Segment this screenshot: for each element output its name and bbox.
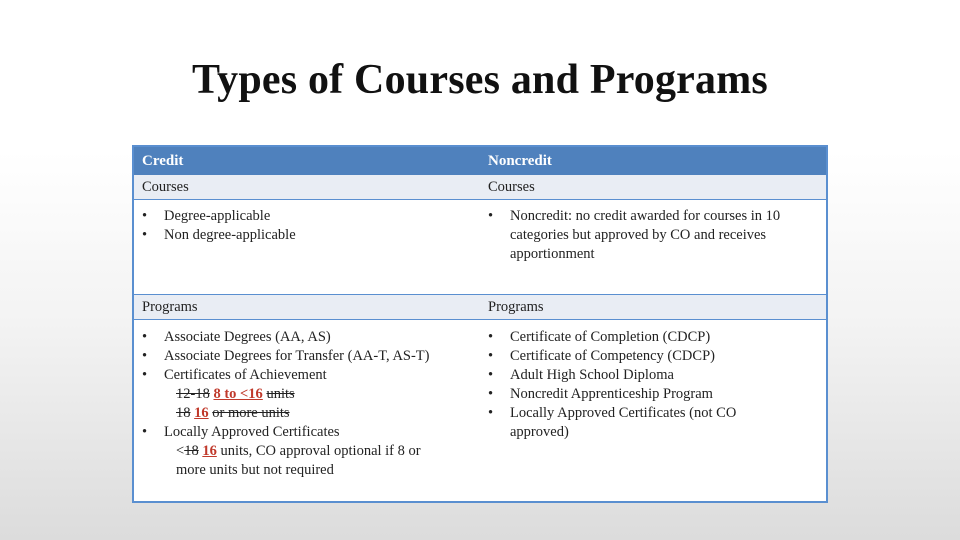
- list-item: [488, 328, 826, 347]
- noncredit-program-apprenticeship: Noncredit Apprenticeship Program: [510, 386, 713, 402]
- list-item: [142, 347, 480, 366]
- bullet-icon: •: [142, 367, 148, 383]
- list-item: [142, 328, 480, 347]
- credit-program-certificates-achievement: Certificates of Achievement: [164, 367, 327, 383]
- text-line: Locally Approved Certificates (not CO: [510, 405, 737, 421]
- sub-item-unit-range: [142, 385, 480, 404]
- text-line: approved): [510, 424, 569, 440]
- deleted-text: 18: [176, 405, 191, 421]
- noncredit-courses-label: Courses: [488, 179, 535, 195]
- inserted-text: 16: [202, 443, 217, 459]
- credit-programs-list: [134, 321, 480, 503]
- bullet-icon: •: [142, 208, 148, 224]
- text-line: apportionment: [510, 246, 595, 262]
- courses-content-row: [134, 200, 826, 295]
- bullet-icon: •: [488, 386, 494, 402]
- text-line: more units but not required: [176, 462, 334, 478]
- list-item: [488, 347, 826, 366]
- courses-label-row: [134, 175, 826, 200]
- deleted-text: 12-18: [176, 386, 210, 402]
- table-header-row: [134, 147, 826, 175]
- credit-program-associate-degrees: Associate Degrees (AA, AS): [164, 329, 331, 345]
- noncredit-programs-label: Programs: [488, 299, 544, 315]
- noncredit-program-adult-high-school: Adult High School Diploma: [510, 367, 674, 383]
- header-noncredit: Noncredit: [488, 153, 552, 169]
- credit-courses-list: [134, 200, 480, 294]
- bullet-icon: •: [488, 367, 494, 383]
- deleted-text: units: [266, 386, 295, 402]
- credit-programs-label: Programs: [142, 299, 198, 315]
- programs-content-row: [134, 321, 826, 503]
- slide-title: Types of Courses and Programs: [192, 57, 768, 103]
- bullet-icon: •: [488, 329, 494, 345]
- list-item: [488, 207, 826, 264]
- list-item: [488, 385, 826, 404]
- noncredit-program-completion: Certificate of Completion (CDCP): [510, 329, 711, 345]
- text-tail: units, CO approval optional if 8 or: [220, 443, 421, 459]
- text-line: Noncredit: no credit awarded for courses in 10: [510, 208, 781, 224]
- sub-item-or-more-units: [142, 404, 480, 423]
- list-item: [142, 366, 480, 385]
- courses-programs-table: [132, 145, 828, 503]
- bullet-icon: •: [142, 227, 148, 243]
- programs-label-row: [134, 295, 826, 320]
- bullet-icon: •: [488, 208, 494, 224]
- noncredit-programs-list: [480, 321, 826, 503]
- noncredit-program-locally-approved: [510, 404, 736, 442]
- credit-course-degree-applicable: Degree-applicable: [164, 208, 271, 224]
- noncredit-courses-list: [480, 200, 826, 294]
- deleted-text: or more units: [212, 405, 290, 421]
- bullet-icon: •: [142, 329, 148, 345]
- list-item: [142, 226, 480, 245]
- bullet-icon: •: [488, 348, 494, 364]
- credit-course-non-degree-applicable: Non degree-applicable: [164, 227, 296, 243]
- deleted-text: 18: [184, 443, 199, 459]
- list-item: [488, 404, 826, 442]
- credit-program-locally-approved: Locally Approved Certificates: [164, 424, 340, 440]
- noncredit-program-competency: Certificate of Competency (CDCP): [510, 348, 715, 364]
- header-credit: Credit: [142, 153, 184, 169]
- bullet-icon: •: [488, 405, 494, 421]
- list-item: [142, 423, 480, 442]
- text-line: categories but approved by CO and receives: [510, 227, 767, 243]
- list-item: [142, 207, 480, 226]
- bullet-icon: •: [142, 348, 148, 364]
- noncredit-course-description: [510, 207, 780, 264]
- inserted-text: 16: [194, 405, 209, 421]
- sub-item-co-approval: [142, 442, 480, 480]
- text-prefix: <: [176, 443, 185, 459]
- inserted-text: 8 to <16: [213, 386, 263, 402]
- bullet-icon: •: [142, 424, 148, 440]
- credit-courses-label: Courses: [142, 179, 189, 195]
- list-item: [488, 366, 826, 385]
- credit-program-adt: Associate Degrees for Transfer (AA-T, AS-T): [164, 348, 430, 364]
